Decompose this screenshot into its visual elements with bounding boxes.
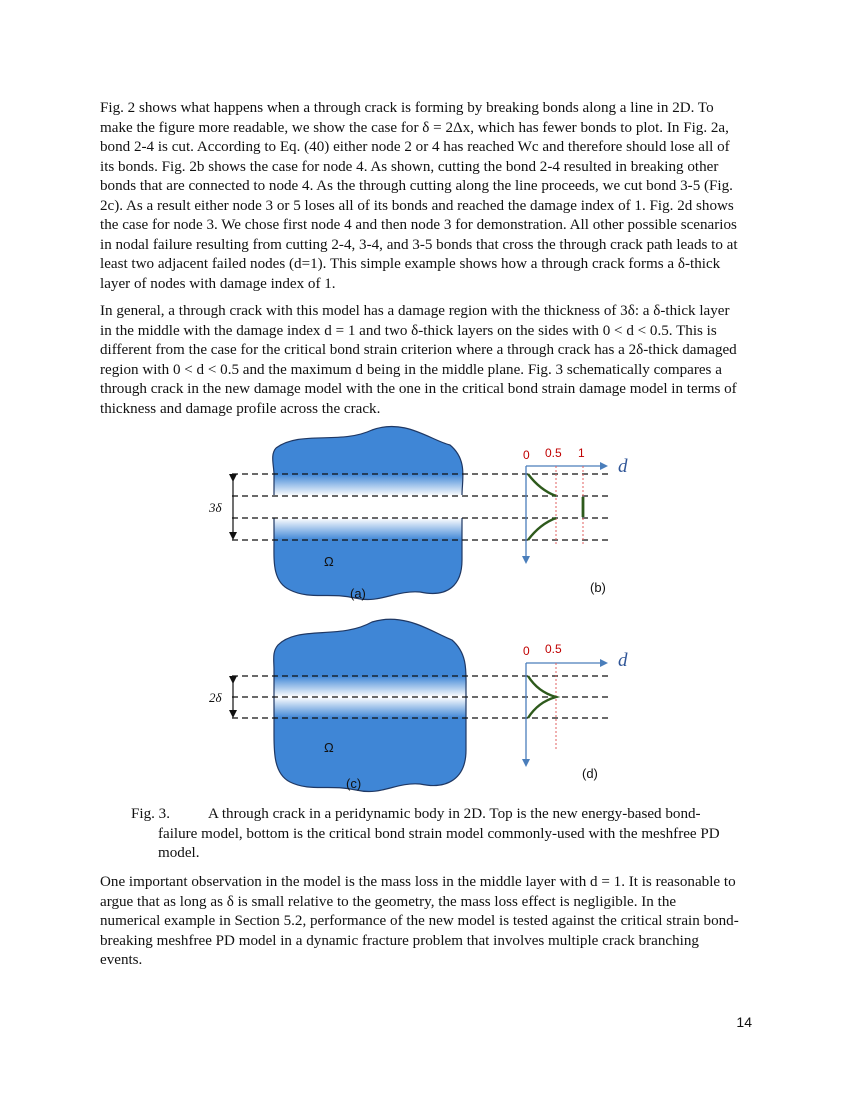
body-lower [260,615,480,803]
thickness-label: 3δ [209,500,222,515]
text-line: the case for node 3. We chose first node 4 and then node 3 for demonstration. All other possible scenarios [100,217,737,233]
text-line: Fig. 2 shows what happens when a through crack is forming by breaking bonds along a line in 2D. To [100,100,714,116]
panel-d [523,642,628,781]
axis-symbol-d: d [618,456,628,477]
damage-profile-upper [528,474,556,496]
text-line: numerical example in Section 5.2, performance of the new model is tested against the critical strain bond- [100,913,739,929]
tick-0-5: 0.5 [545,642,562,656]
panel-b [523,446,628,595]
text-line: One important observation in the model is the mass loss in the middle layer with d = 1. It is reasonable to [100,874,736,890]
axis-symbol-d: d [618,650,628,671]
body-upper [260,420,480,610]
text-line: least two adjacent failed nodes (d=1). This simple example shows how a through crack forms a δ-thick [100,256,721,272]
panel-label-c: (c) [346,776,362,791]
text-line: In general, a through crack with this model has a damage region with the thickness of 3δ: a δ-thick layer [100,303,730,319]
text-line: thickness and damage profile across the crack. [100,400,381,417]
paragraph-3 [100,873,748,971]
tick-0: 0 [523,644,530,658]
text-line: its bonds. Fig. 2b shows the case for node 4. As shown, cutting the bond 2-4 resulted in breaking other [100,158,719,175]
damage-profile-lower [528,518,556,540]
text-line: breaking meshfree PD model in a dynamic fracture problem that involves multiple crack branching [100,932,699,949]
text-line: argue that as long as δ is small relative to the geometry, the mass loss effect is negligible. In the [100,893,677,910]
text-line: in nodal failure resulting from cutting 2-4, 3-4, and 3-5 bonds that cross the through crack path leads to at [100,236,738,253]
text-line: region with 0 < d < 0.5 and the maximum d being in the middle plane. Fig. 3 schematically compares a [100,361,722,378]
panel-label-b: (b) [590,580,606,595]
panel-label-d: (d) [582,766,598,781]
thickness-label: 2δ [209,690,222,705]
text-line: events. [100,952,143,968]
tick-1: 1 [578,446,585,460]
text-line: through crack in the new damage model with the one in the critical bond strain damage model in terms of [100,381,737,397]
caption-label: Fig. 3. [131,806,171,822]
domain-label: Ω [324,554,334,569]
caption-line: model. [158,845,200,861]
caption-line: A through crack in a peridynamic body in 2D. Top is the new energy-based bond- [208,806,701,822]
domain-label: Ω [324,740,334,755]
page-number: 14 [736,1014,752,1030]
panel-label-a: (a) [350,586,366,601]
text-line: in the middle with the damage index d = 1 and two δ-thick layers on the sides with 0 < d < 0.5. This is [100,322,717,339]
text-line: bond 2-4 is cut. According to Eq. (40) either node 2 or 4 has reached Wc and therefore should lose all of [100,139,730,155]
text-line: make the figure more readable, we show the case for δ = 2Δx, which has fewer bonds to plot. In Fig. 2a, [100,119,729,136]
text-line: bonds that are connected to node 4. As the through cutting along the line proceeds, we cut bond 3-5 (Fig. [100,178,733,194]
tick-0-5: 0.5 [545,446,562,460]
text-line: different from the case for the critical bond strain criterion where a through crack has a 2δ-thick damaged [100,342,737,358]
text-line: 2c). As a result either node 3 or 5 loses all of its bonds and reached the damage index of 1. Fig. 2d shows [100,197,734,214]
caption-line: failure model, bottom is the critical bond strain model commonly-used with the meshfree PD [158,825,720,842]
text-line: layer of nodes with damage index of 1. [100,275,336,292]
tick-0: 0 [523,448,530,462]
